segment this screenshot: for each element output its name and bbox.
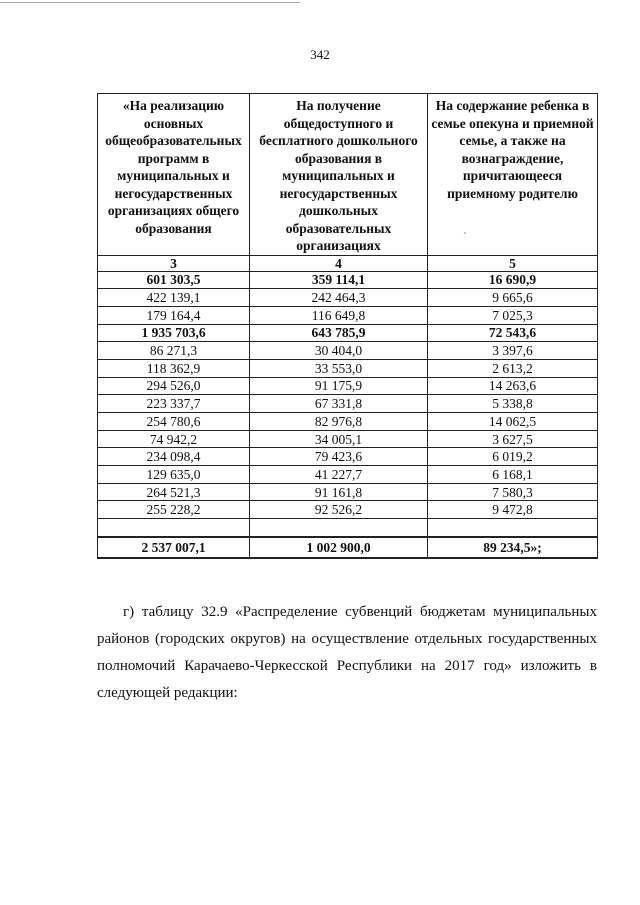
table-cell: 242 464,3	[250, 289, 428, 307]
table-cell: 14 062,5	[428, 413, 598, 431]
table-cell: 116 649,8	[250, 306, 428, 324]
table-cell: 255 228,2	[98, 501, 250, 519]
table-cell: 2 613,2	[428, 359, 598, 377]
table-cell: 91 161,8	[250, 483, 428, 501]
table-cell: 82 976,8	[250, 413, 428, 431]
budget-table	[97, 93, 598, 559]
table-cell: 16 690,9	[428, 271, 598, 289]
table-cell	[98, 519, 250, 538]
table-cell	[428, 519, 598, 538]
table-cell: 294 526,0	[98, 377, 250, 395]
table-cell: 234 098,4	[98, 448, 250, 466]
table-cell: 3 397,6	[428, 342, 598, 360]
table-row	[98, 324, 598, 342]
table-cell: 34 005,1	[250, 430, 428, 448]
table-cell: 33 553,0	[250, 359, 428, 377]
table-row	[98, 448, 598, 466]
table-cell: 643 785,9	[250, 324, 428, 342]
column-number: 5	[428, 255, 598, 271]
table-cell: 359 114,1	[250, 271, 428, 289]
table-row	[98, 271, 598, 289]
table-cell: 179 164,4	[98, 306, 250, 324]
table-cell: 5 338,8	[428, 395, 598, 413]
table-cell: 9 472,8	[428, 501, 598, 519]
table-row	[98, 377, 598, 395]
table-cell: 129 635,0	[98, 466, 250, 484]
scan-mark: ˋ	[463, 231, 467, 243]
table-cell: 91 175,9	[250, 377, 428, 395]
total-cell: 1 002 900,0	[250, 537, 428, 558]
table-row	[98, 359, 598, 377]
header-general-education: «На реализацию основных общеобразовательных программ в муниципальных и негосударственных организациях общего образования	[98, 94, 250, 256]
column-number-row	[98, 255, 598, 271]
table-header-row	[98, 94, 598, 256]
table-row	[98, 430, 598, 448]
total-row	[98, 537, 598, 558]
table-cell	[250, 519, 428, 538]
table-row	[98, 289, 598, 307]
table-cell: 67 331,8	[250, 395, 428, 413]
table-cell: 1 935 703,6	[98, 324, 250, 342]
scan-edge-top	[0, 2, 300, 3]
table-row	[98, 395, 598, 413]
table-row	[98, 306, 598, 324]
table-cell: 86 271,3	[98, 342, 250, 360]
table-cell: 41 227,7	[250, 466, 428, 484]
table-cell: 601 303,5	[98, 271, 250, 289]
table-cell: 422 139,1	[98, 289, 250, 307]
table-row	[98, 342, 598, 360]
table-row	[98, 413, 598, 431]
column-number: 4	[250, 255, 428, 271]
table-cell: 9 665,6	[428, 289, 598, 307]
table-row	[98, 483, 598, 501]
table-cell: 3 627,5	[428, 430, 598, 448]
table-cell: 72 543,6	[428, 324, 598, 342]
page-number: 342	[310, 47, 330, 62]
total-cell: 2 537 007,1	[98, 537, 250, 558]
blank-row	[98, 519, 598, 538]
header-foster-care: На содержание ребенка в семье опекуна и приемной семье, а также на вознаграждение, причитающееся приемному родителю	[428, 94, 598, 256]
column-number: 3	[98, 255, 250, 271]
table-cell: 264 521,3	[98, 483, 250, 501]
table-cell: 6 019,2	[428, 448, 598, 466]
table-cell: 254 780,6	[98, 413, 250, 431]
table-cell: 30 404,0	[250, 342, 428, 360]
table-cell: 223 337,7	[98, 395, 250, 413]
table-cell: 6 168,1	[428, 466, 598, 484]
table-cell: 79 423,6	[250, 448, 428, 466]
table-cell: 7 580,3	[428, 483, 598, 501]
table-cell: 118 362,9	[98, 359, 250, 377]
header-preschool-education: На получение общедоступного и бесплатного дошкольного образования в муниципальных и негосударственных дошкольных образовательных организациях	[250, 94, 428, 256]
table-row	[98, 466, 598, 484]
table-cell: 92 526,2	[250, 501, 428, 519]
amendment-paragraph: г) таблицу 32.9 «Распределение субвенций бюджетам муниципальных районов (городских округов) на осуществление отдельных государственных полномочий Карачаево-Черкесской Республики на 2017 год» изложить в следующей редакции:	[97, 604, 597, 701]
total-cell: 89 234,5»;	[428, 537, 598, 558]
table-cell: 7 025,3	[428, 306, 598, 324]
table-cell: 14 263,6	[428, 377, 598, 395]
table-row	[98, 501, 598, 519]
table-cell: 74 942,2	[98, 430, 250, 448]
